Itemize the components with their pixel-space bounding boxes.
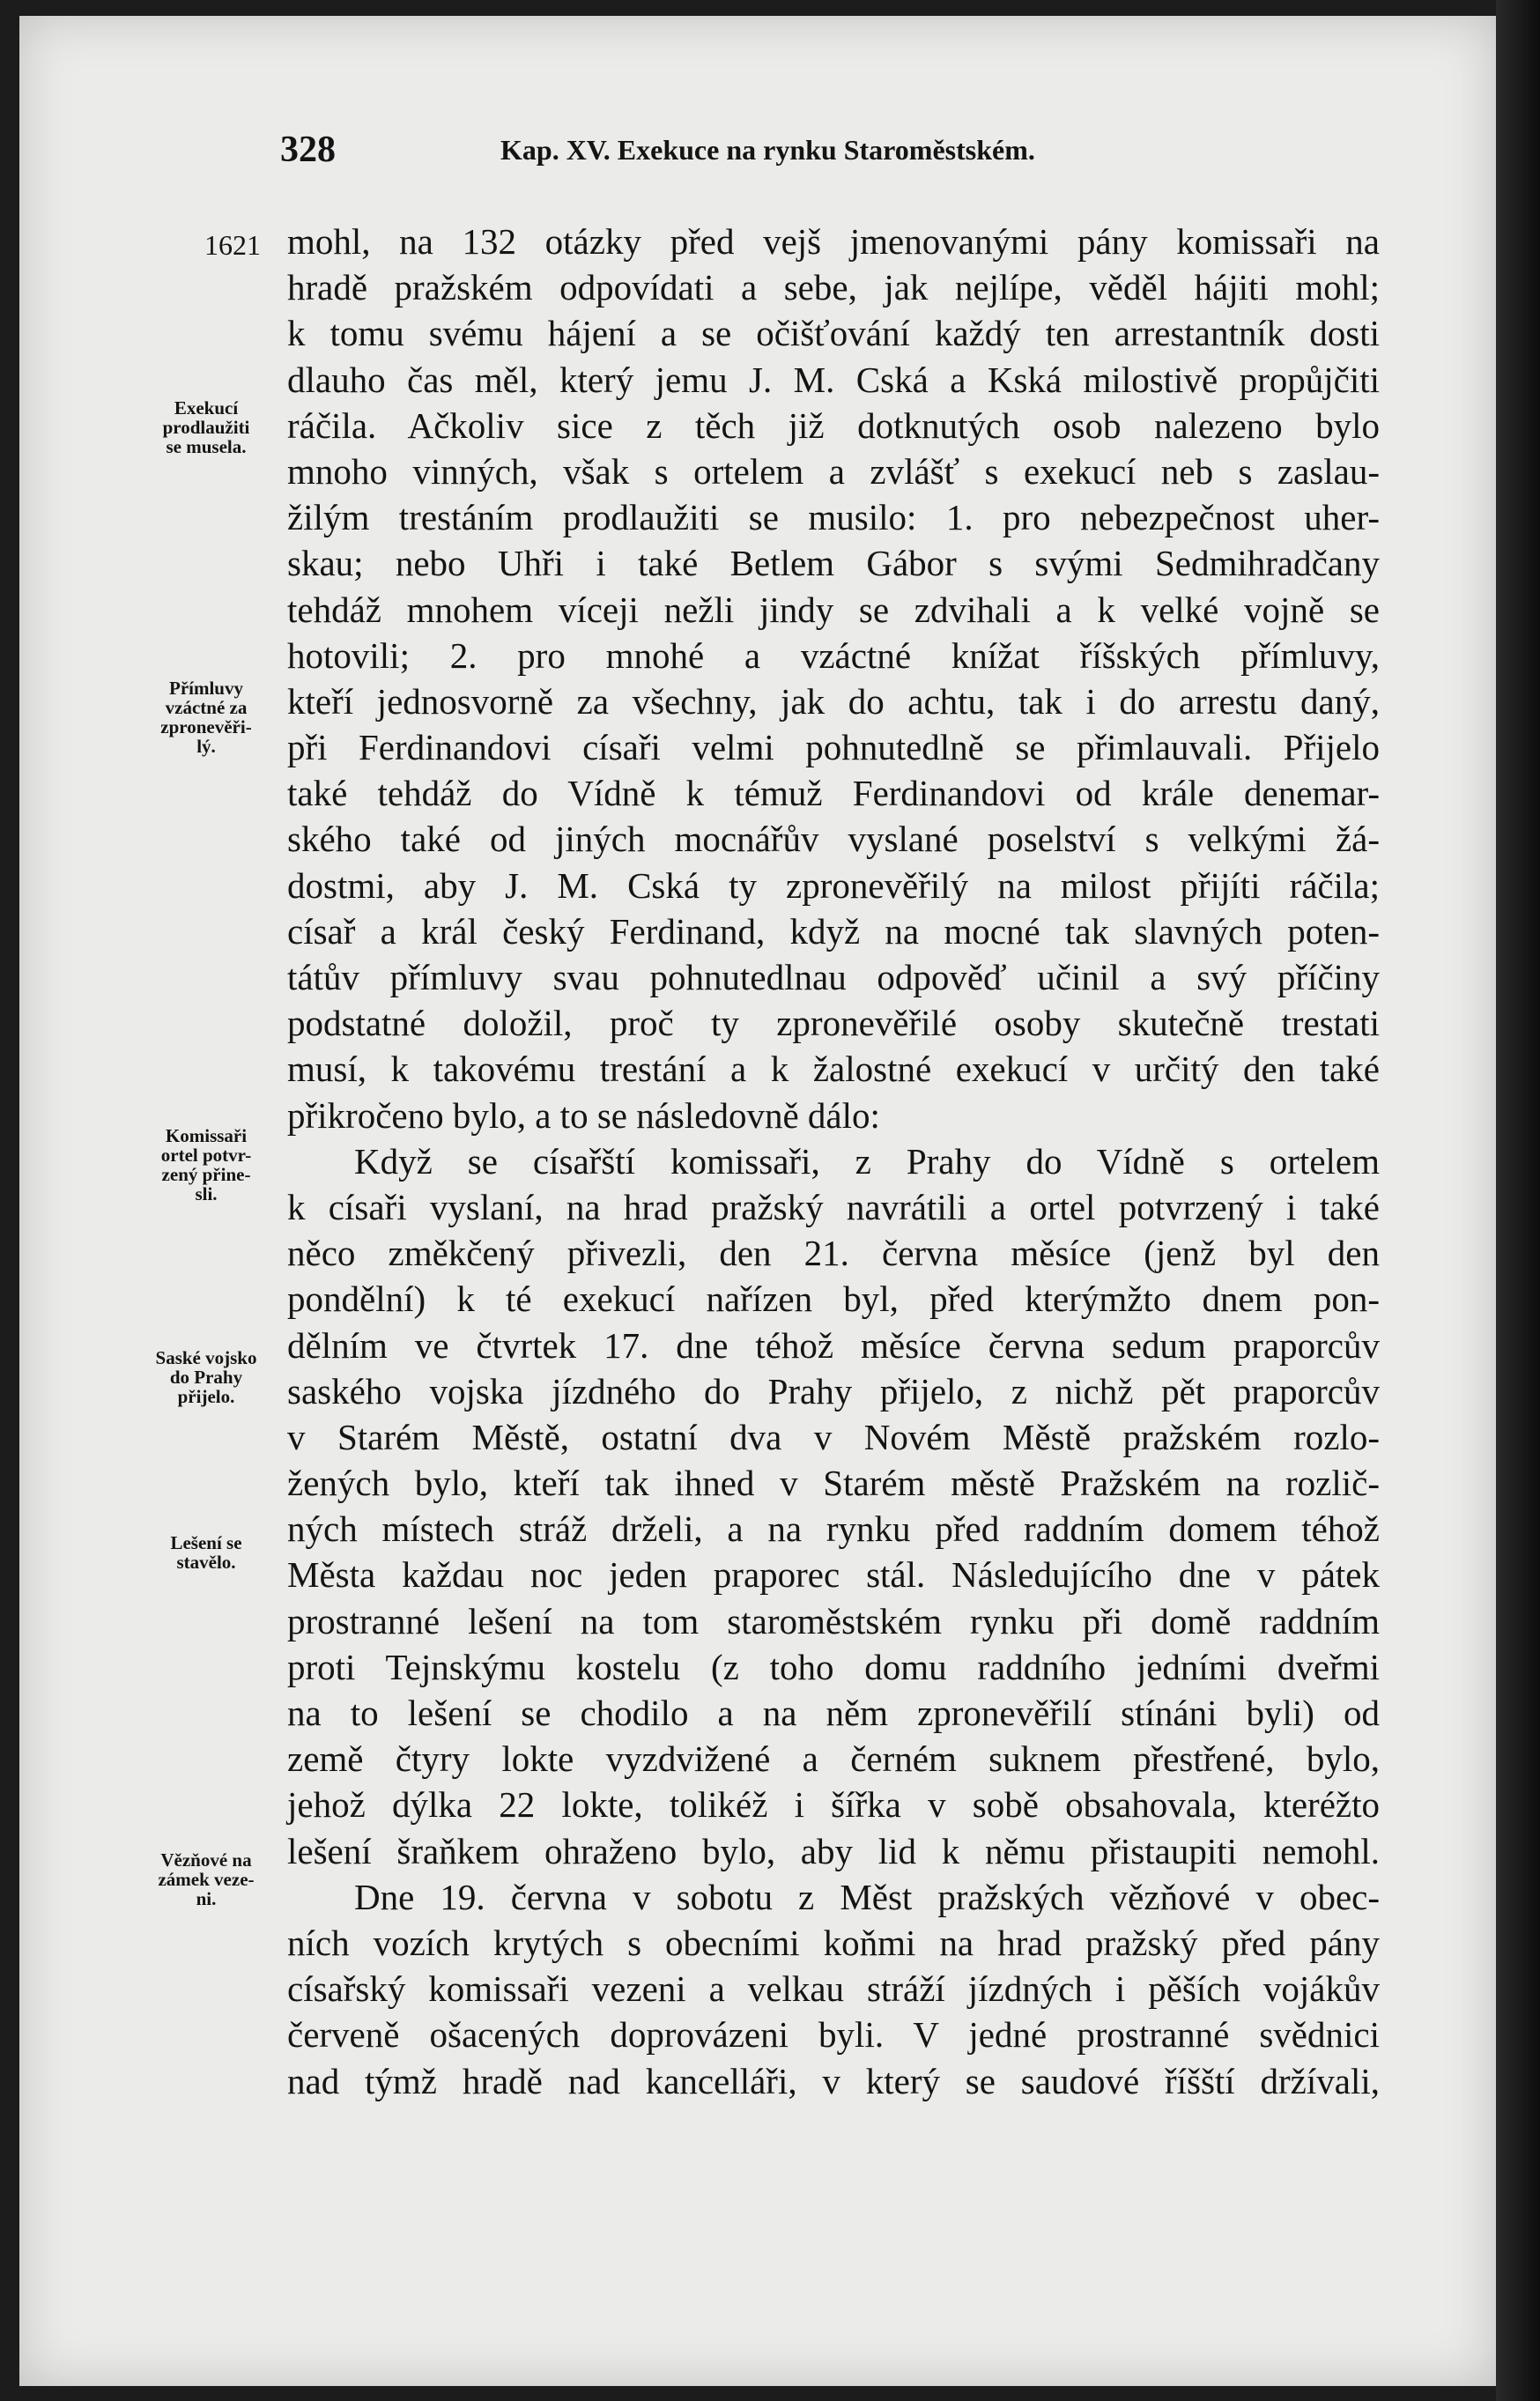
text-line: Města každau noc jeden praporec stál. Následujícího dne v pátek (287, 1554, 1380, 1596)
text-line: země čtyry lokte vyzdvižené a černém suknem přestřené, bylo, (287, 1738, 1380, 1780)
text-line: jehož dýlka 22 lokte, tolikéž i šířka v sobě obsahovala, kteréžto (287, 1784, 1380, 1826)
text-line: také tehdáž do Vídně k témuž Ferdinandovi od krále denemar- (287, 773, 1380, 814)
text-line: mohl, na 132 otázky před vejš jmenovanými pány komissaři na (287, 221, 1380, 262)
text-line: něco změkčený přivezli, den 21. června měsíce (jenž byl den (287, 1233, 1380, 1274)
text-line: skau; nebo Uhři i také Betlem Gábor s svými Sedmihradčany (287, 543, 1380, 584)
running-head: Kap. XV. Exekuce na rynku Staroměstském. (500, 134, 1035, 166)
text-line: mnoho vinných, však s ortelem a zvlášť s exekucí neb s zaslau- (287, 450, 1380, 492)
text-line: pondělní) k té exekucí nařízen byl, před kterýmžto dnem pon- (287, 1278, 1380, 1320)
text-line: podstatné doložil, proč ty zpronevěřilé osoby skutečně trestati (287, 1003, 1380, 1044)
margin-note-4: Saské vojsko do Prahy přijelo. (155, 1347, 257, 1407)
text-line: Když se císařští komissaři, z Prahy do Vídně s ortelem (354, 1140, 1380, 1182)
page-edge-shadow (1496, 0, 1540, 2401)
text-line: ského také od jiných mocnářův vyslané poselství s velkými žá- (287, 819, 1380, 860)
text-line: lešení šraňkem ohraženo bylo, aby lid k němu přistaupiti nemohl. (287, 1830, 1380, 1871)
text-line: Dne 19. června v sobotu z Měst pražských vězňové v obec- (354, 1876, 1380, 1917)
text-line: prostranné lešení na tom staroměstském rynku při domě raddním (287, 1600, 1380, 1641)
page-header (0, 129, 1540, 182)
margin-note-5: Lešení se stavělo. (170, 1532, 242, 1573)
text-line: kteří jednosvorně za všechny, jak do achtu, tak i do arrestu daný, (287, 680, 1380, 722)
text-line: tátův přímluvy svau pohnutedlnau odpověď učinil a svý příčiny (287, 957, 1380, 997)
text-line: ráčila. Ačkoliv sice z těch již dotknutých osob nalezeno bylo (287, 404, 1380, 446)
text-line: červeně ošacených doprovázeni byli. V jedné prostranné svědnici (287, 2014, 1380, 2056)
text-line: k tomu svému hájení a se očišťování každý ten arrestantník dosti (287, 313, 1380, 354)
text-line: proti Tejnskýmu kostelu (z toho domu raddního jedními dveřmi (287, 1646, 1380, 1687)
text-line: hradě pražském odpovídati a sebe, jak nejlípe, věděl hájiti mohl; (287, 267, 1380, 308)
text-line: při Ferdinandovi císaři velmi pohnutedlně se přimlauvali. Přijelo (287, 727, 1380, 768)
text-line: musí, k takovému trestání a k žalostné exekucí v určitý den také (287, 1049, 1380, 1090)
margin-note-3: Komissaři ortel potvr- zený přine- sli. (160, 1125, 252, 1204)
text-line: k císaři vyslaní, na hrad pražský navrátili a ortel potvrzený i také (287, 1186, 1380, 1227)
margin-note-2: Přímluvy vzáctné za zpronevěři- lý. (160, 678, 252, 757)
text-line: dlauho čas měl, který jemu J. M. Cská a Kská milostivě propůjčiti (287, 359, 1380, 400)
text-line: žilým trestáním prodlaužiti se musilo: 1. pro nebezpečnost uher- (287, 497, 1380, 538)
text-line: císařský komissaři vezeni a velkau stráží jízdných i pěších vojákův (287, 1968, 1380, 2010)
margin-year: 1621 (204, 229, 261, 261)
main-text (287, 219, 1380, 2104)
page-number: 328 (280, 130, 336, 170)
text-line: přikročeno bylo, a to se následovně dálo: (287, 1094, 880, 1136)
text-line: hotovili; 2. pro mnohé a vzáctné knížat říšských přímluvy, (287, 634, 1380, 676)
text-line: v Starém Městě, ostatní dva v Novém Městě pražském rozlo- (287, 1416, 1380, 1457)
text-line: ných místech stráž drželi, a na rynku před raddním domem téhož (287, 1508, 1380, 1550)
text-line: císař a král český Ferdinand, když na mocné tak slavných poten- (287, 910, 1380, 952)
text-line: ních vozích krytých s obecními koňmi na hrad pražský před pány (287, 1922, 1380, 1963)
text-line: na to lešení se chodilo a na něm zpronevěřilí stínáni byli) od (287, 1693, 1380, 1733)
text-line: dělním ve čtvrtek 17. dne téhož měsíce června sedum praporcův (287, 1324, 1380, 1366)
text-line: nad týmž hradě nad kancelláři, v který se saudové říšští držívali, (287, 2060, 1380, 2101)
text-line: saského vojska jízdného do Prahy přijelo, z nichž pět praporcův (287, 1370, 1380, 1412)
text-line: dostmi, aby J. M. Cská ty zpronevěřilý na milost přijíti ráčila; (287, 864, 1380, 906)
text-line: tehdáž mnohem víceji nežli jindy se zdvihali a k velké vojně se (287, 589, 1380, 630)
margin-note-6: Vězňové na zámek veze- ni. (158, 1849, 255, 1909)
text-line: žených bylo, kteří tak ihned v Starém městě Pražském na rozlič- (287, 1463, 1380, 1504)
margin-note-1: Exekucí prodlaužiti se musela. (162, 397, 250, 457)
